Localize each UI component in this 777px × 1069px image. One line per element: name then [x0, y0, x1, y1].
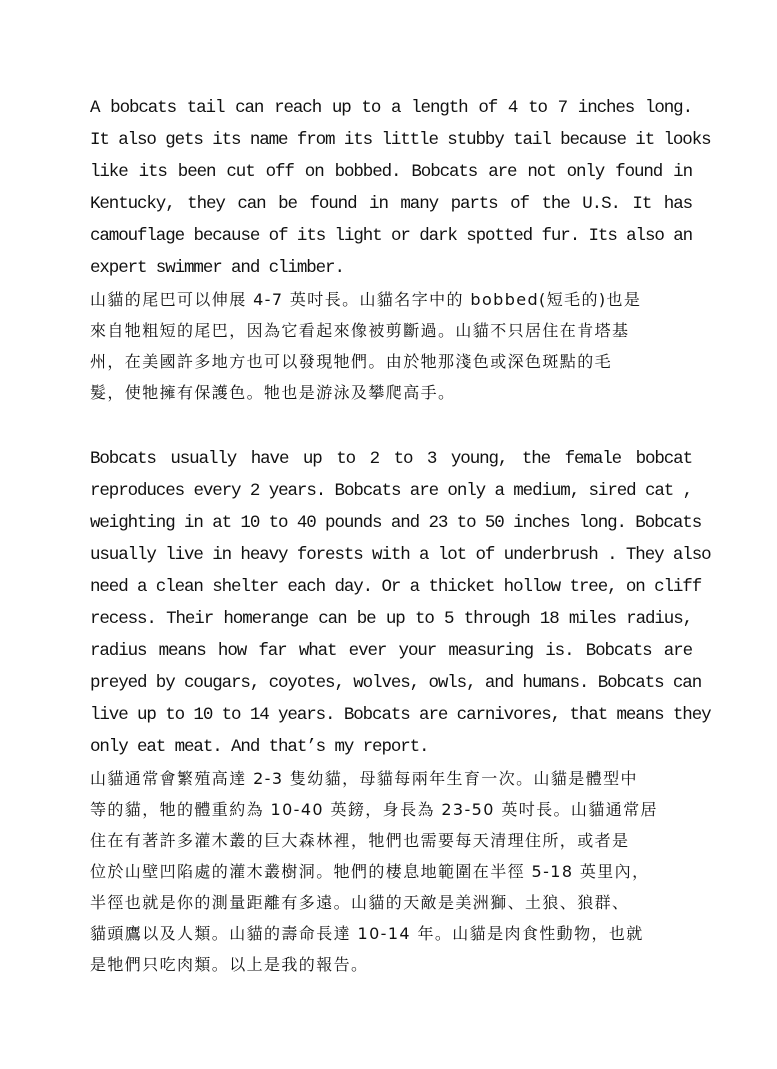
p2-en-line-5: need a clean shelter each day. Or a thicket hollow tree, on cliff — [90, 577, 702, 597]
p1-zh-line-2: 來自牠粗短的尾巴，因為它看起來像被剪斷過。山貓不只居住在肯塔基 — [90, 321, 630, 340]
p2-zh-line-1: 山貓通常會繁殖高達 2-3 隻幼貓，母貓每兩年生育一次。山貓是體型中 — [90, 769, 638, 788]
p1-en-line-4: Kentucky, they can be found in many parts of the U.S. It has — [90, 194, 692, 214]
p2-en-line-1: Bobcats usually have up to 2 to 3 young, the female bobcat — [90, 449, 692, 469]
p2-zh-line-2: 等的貓，牠的體重約為 10-40 英鎊，身長為 23-50 英吋長。山貓通常居 — [90, 800, 658, 819]
p1-zh-line-3: 州，在美國許多地方也可以發現牠們。由於牠那淺色或深色斑點的毛 — [90, 352, 613, 371]
p2-en-line-7: radius means how far what ever your measuring is. Bobcats are — [90, 641, 692, 661]
p1-zh-line-1: 山貓的尾巴可以伸展 4-7 英吋長。山貓名字中的 bobbed(短毛的)也是 — [90, 290, 642, 309]
p2-zh-line-6: 貓頭鷹以及人類。山貓的壽命長達 10-14 年。山貓是肉食性動物，也就 — [90, 924, 644, 943]
p1-en-line-6: expert swimmer and climber. — [90, 258, 344, 278]
p2-en-line-4: usually live in heavy forests with a lot of underbrush . They also — [90, 545, 711, 565]
p2-en-line-10: only eat meat. And that’s my report. — [90, 737, 429, 757]
p2-en-line-8: preyed by cougars, coyotes, wolves, owls, and humans. Bobcats can — [90, 673, 702, 693]
p2-zh-line-3: 住在有著許多灌木叢的巨大森林裡，牠們也需要每天清理住所，或者是 — [90, 831, 630, 850]
p2-en-line-2: reproduces every 2 years. Bobcats are only a medium, sired cat , — [90, 481, 692, 501]
p1-en-line-2: It also gets its name from its little stubby tail because it looks — [90, 130, 711, 150]
p1-zh-line-4: 髮，使牠擁有保護色。牠也是游泳及攀爬高手。 — [90, 383, 456, 402]
p2-zh-line-7: 是牠們只吃肉類。以上是我的報告。 — [90, 955, 369, 974]
p2-en-line-9: live up to 10 to 14 years. Bobcats are carnivores, that means they — [90, 705, 711, 725]
p1-en-line-5: camouflage because of its light or dark spotted fur. Its also an — [90, 226, 692, 246]
p2-zh-line-4: 位於山壁凹陷處的灌木叢樹洞。牠們的棲息地範圍在半徑 5-18 英里內， — [90, 862, 650, 881]
p2-en-line-3: weighting in at 10 to 40 pounds and 23 to 50 inches long. Bobcats — [90, 513, 702, 533]
p2-zh-line-5: 半徑也就是你的測量距離有多遠。山貓的天敵是美洲獅、土狼、狼群、 — [90, 893, 630, 912]
p2-en-line-6: recess. Their homerange can be up to 5 through 18 miles radius, — [90, 609, 692, 629]
p1-en-line-3: like its been cut off on bobbed. Bobcats are not only found in — [90, 162, 692, 182]
p1-en-line-1: A bobcats tail can reach up to a length of 4 to 7 inches long. — [90, 98, 692, 118]
